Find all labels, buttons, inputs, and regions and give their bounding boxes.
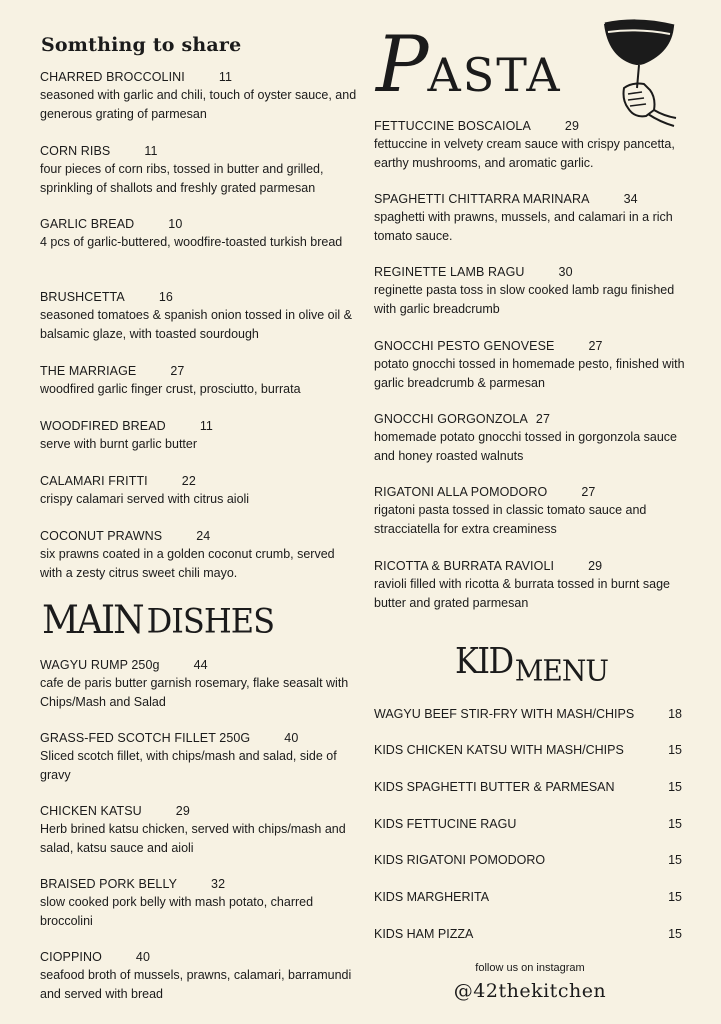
item-price: 40 xyxy=(135,950,151,964)
item-description: fettuccine in velvety cream sauce with crispy pancetta, earthy mushrooms, and aromatic garlic. xyxy=(374,137,675,170)
item-description: woodfired garlic finger crust, prosciutto, burrata xyxy=(40,382,301,396)
menu-item xyxy=(40,950,360,1003)
item-price: 10 xyxy=(168,217,183,231)
item-price: 11 xyxy=(199,419,213,433)
item-name: KIDS FETTUCINE RAGU xyxy=(374,817,517,831)
menu-item xyxy=(40,217,360,252)
menu-item xyxy=(374,339,694,392)
item-name: FETTUCCINE BOSCAIOLA xyxy=(374,119,531,133)
menu-item xyxy=(40,364,360,399)
item-price: 11 xyxy=(218,70,233,84)
item-description: 4 pcs of garlic-buttered, woodfire-toasted turkish bread xyxy=(40,235,343,249)
item-description: cafe de paris butter garnish rosemary, flake seasalt with Chips/Mash and Salad xyxy=(40,676,349,709)
item-price: 27 xyxy=(535,412,551,426)
item-price: 11 xyxy=(144,144,158,158)
item-name: COCONUT PRAWNS xyxy=(40,529,163,543)
item-name: KIDS MARGHERITA xyxy=(374,890,490,904)
item-description: seasoned tomatoes & spanish onion tossed in olive oil & balsamic glaze, with toasted sourdough xyxy=(40,308,352,341)
item-name: GARLIC BREAD xyxy=(40,217,135,231)
item-description: slow cooked pork belly with mash potato, charred broccolini xyxy=(40,895,314,928)
item-description: Herb brined katsu chicken, served with chips/mash and salad, katsu sauce and aioli xyxy=(40,822,346,855)
item-price: 18 xyxy=(668,707,682,721)
menu-item xyxy=(40,877,360,930)
item-price: 15 xyxy=(668,743,682,757)
kid-menu-item xyxy=(374,743,684,757)
kid-menu-item xyxy=(374,707,684,721)
item-name: KIDS SPAGHETTI BUTTER & PARMESAN xyxy=(374,780,615,794)
item-name: KIDS RIGATONI POMODORO xyxy=(374,853,546,867)
menu-item xyxy=(40,144,360,197)
menu-item xyxy=(40,474,360,509)
item-price: 16 xyxy=(158,290,173,304)
item-name: BRUSHCETTA xyxy=(40,290,125,304)
item-price: 44 xyxy=(193,658,208,672)
item-description: seafood broth of mussels, prawns, calamari, barramundi and served with bread xyxy=(40,968,352,1001)
item-name: WOODFIRED BREAD xyxy=(40,419,166,433)
item-name: REGINETTE LAMB RAGU xyxy=(374,265,525,279)
item-description: six prawns coated in a golden coconut crumb, served with a zesty citrus sweet chili mayo. xyxy=(40,547,335,580)
item-name: THE MARRIAGE xyxy=(40,364,137,378)
item-name: GNOCCHI PESTO GENOVESE xyxy=(374,339,555,353)
item-price: 24 xyxy=(196,529,211,543)
item-name: SPAGHETTI CHITTARRA MARINARA xyxy=(374,192,590,206)
item-description: four pieces of corn ribs, tossed in butter and grilled, sprinkling of shallots and freshly grated parmesan xyxy=(40,162,324,195)
item-description: Sliced scotch fillet, with chips/mash and salad, side of gravy xyxy=(40,749,337,782)
item-price: 15 xyxy=(668,780,682,794)
item-description: rigatoni pasta tossed in classic tomato sauce and stracciatella for extra creaminess xyxy=(374,503,647,536)
menu-item xyxy=(374,119,694,172)
item-name: CALAMARI FRITTI xyxy=(40,474,148,488)
heading-word: ASTA xyxy=(427,48,562,102)
item-price: 22 xyxy=(181,474,196,488)
instagram-follow-text: follow us on instagram xyxy=(475,962,585,974)
item-name: GRASS-FED SCOTCH FILLET 250G xyxy=(40,731,251,745)
main-dishes-heading xyxy=(42,597,274,644)
heading-word: MENU xyxy=(514,653,608,688)
item-price: 27 xyxy=(581,485,596,499)
item-description: reginette pasta toss in slow cooked lamb ragu finished with garlic breadcrumb xyxy=(374,283,675,316)
item-price: 27 xyxy=(588,339,603,353)
pasta-heading xyxy=(376,20,562,110)
item-name: GNOCCHI GORGONZOLA xyxy=(374,412,528,426)
item-price: 29 xyxy=(588,559,603,573)
item-description: spaghetti with prawns, mussels, and calamari in a rich tomato sauce. xyxy=(374,210,673,243)
menu-item xyxy=(40,70,360,123)
kid-menu-heading xyxy=(455,640,608,688)
kid-menu-item xyxy=(374,853,684,867)
instagram-handle: @42thekitchen xyxy=(453,980,607,1002)
item-name: CORN RIBS xyxy=(40,144,111,158)
item-price: 30 xyxy=(558,265,573,279)
item-name: RIGATONI ALLA POMODORO xyxy=(374,485,548,499)
share-section-title: Somthing to share xyxy=(41,34,242,56)
heading-word: MAIN xyxy=(42,597,143,644)
item-price: 34 xyxy=(623,192,638,206)
item-price: 15 xyxy=(668,927,682,941)
heading-initial: P xyxy=(376,20,428,110)
item-description: homemade potato gnocchi tossed in gorgonzola sauce and honey roasted walnuts xyxy=(374,430,677,463)
item-name: CHICKEN KATSU xyxy=(40,804,142,818)
menu-item xyxy=(40,529,360,582)
item-price: 40 xyxy=(284,731,299,745)
item-name: WAGYU RUMP 250g xyxy=(40,658,160,672)
heading-word: DISHES xyxy=(146,601,274,641)
item-name: CHARRED BROCCOLINI xyxy=(40,70,185,84)
item-price: 29 xyxy=(175,804,190,818)
item-price: 15 xyxy=(668,853,682,867)
item-name: WAGYU BEEF STIR-FRY WITH MASH/CHIPS xyxy=(374,707,635,721)
item-description: ravioli filled with ricotta & burrata tossed in burnt sage butter and grated parmesan xyxy=(374,577,670,610)
kid-menu-item xyxy=(374,817,684,831)
menu-item xyxy=(40,290,360,343)
kid-menu-item xyxy=(374,927,684,941)
cocktail-glass-hand-icon xyxy=(598,18,680,128)
kid-menu-item xyxy=(374,780,684,794)
item-price: 15 xyxy=(668,890,682,904)
item-price: 32 xyxy=(211,877,226,891)
item-description: serve with burnt garlic butter xyxy=(40,437,198,451)
menu-item xyxy=(40,658,360,711)
item-description: crispy calamari served with citrus aioli xyxy=(40,492,250,506)
item-name: KIDS CHICKEN KATSU WITH MASH/CHIPS xyxy=(374,743,624,757)
kid-menu-item xyxy=(374,890,684,904)
item-description: potato gnocchi tossed in homemade pesto, finished with garlic breadcrumb & parmesan xyxy=(374,357,685,390)
heading-word: KID xyxy=(455,640,513,682)
menu-item xyxy=(374,412,694,465)
menu-item xyxy=(374,559,694,612)
menu-item xyxy=(374,192,694,245)
menu-item xyxy=(40,804,360,857)
item-price: 29 xyxy=(564,119,579,133)
item-price: 15 xyxy=(668,817,682,831)
item-name: RICOTTA & BURRATA RAVIOLI xyxy=(374,559,555,573)
menu-item xyxy=(40,731,360,784)
menu-item xyxy=(374,485,694,538)
menu-item xyxy=(40,419,360,454)
item-name: BRAISED PORK BELLY xyxy=(40,877,178,891)
item-price: 27 xyxy=(170,364,185,378)
item-name: KIDS HAM PIZZA xyxy=(374,927,474,941)
menu-item xyxy=(374,265,694,318)
item-name: CIOPPINO xyxy=(40,950,102,964)
item-description: seasoned with garlic and chili, touch of oyster sauce, and generous grating of parmesan xyxy=(40,88,357,121)
